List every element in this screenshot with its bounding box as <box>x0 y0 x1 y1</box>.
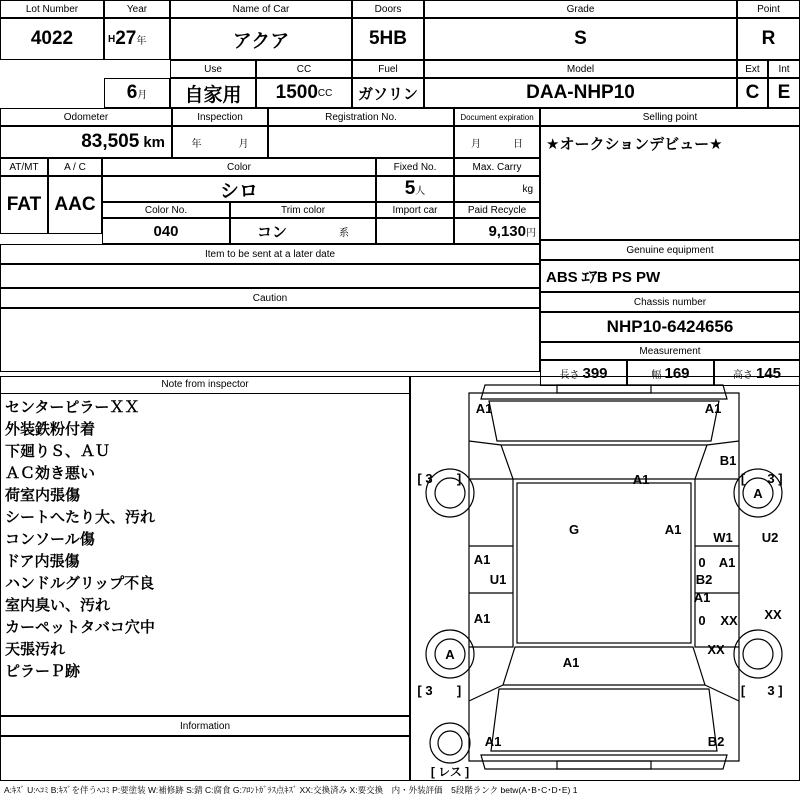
fixed-no-number: 5 <box>404 178 416 199</box>
vehicle-damage-diagram <box>410 376 800 781</box>
svg-text:XX: XX <box>720 613 738 628</box>
grade-label: Grade <box>424 0 737 18</box>
svg-text:A1: A1 <box>718 555 736 570</box>
svg-text:U1: U1 <box>489 572 507 587</box>
atmt-label: AT/MT <box>0 158 48 176</box>
odometer-value <box>0 126 172 158</box>
length-value: 399 <box>582 364 608 382</box>
legend-text: A:ｷｽﾞ U:ﾍｺﾐ B:ｷｽﾞを伴うﾍｺﾐ P:要塗装 W:補修跡 S:錆 C:腐食 G:ﾌﾛﾝﾄｶﾞﾗｽ点ｷｽﾞ XX:交換済み X:要交換 内・外装評価 5段階ランク betw(A･B･C･D･E) 1 <box>4 785 578 795</box>
name-of-car-label: Name of Car <box>170 0 352 18</box>
svg-text:A1: A1 <box>632 472 650 487</box>
fuel-label: Fuel <box>352 60 424 78</box>
point-value: R <box>737 18 800 60</box>
color-value: シロ <box>102 176 376 202</box>
inspection-value <box>172 126 268 158</box>
height-label: 高さ <box>732 369 753 381</box>
trim-color-unit: 系 <box>338 227 349 239</box>
chassis-value: NHP10-6424656 <box>540 312 800 342</box>
paid-recycle-number: 9,130 <box>488 222 526 240</box>
svg-text:0: 0 <box>698 555 706 570</box>
svg-text:A1: A1 <box>562 655 580 670</box>
point-label: Point <box>737 0 800 18</box>
year-number: 27 <box>115 28 137 49</box>
svg-text:B1: B1 <box>719 453 737 468</box>
ac-label: A / C <box>48 158 102 176</box>
registration-value <box>268 126 454 158</box>
note-line: カーペットタバコ穴中 <box>5 619 155 636</box>
color-no-label: Color No. <box>102 202 230 218</box>
year-value <box>104 18 170 60</box>
svg-text:G: G <box>568 522 580 537</box>
svg-text:A1: A1 <box>475 401 493 416</box>
note-from-inspector-panel <box>0 376 410 716</box>
height-value: 145 <box>755 364 782 382</box>
width-value: 169 <box>664 364 690 382</box>
document-expiration-label: Document expiration <box>454 108 540 126</box>
inspection-year-unit: 年 <box>191 138 202 150</box>
note-line: ハンドルグリップ不良 <box>5 575 155 592</box>
atmt-value: FAT <box>0 176 48 234</box>
svg-text:0: 0 <box>698 613 706 628</box>
use-value: 自家用 <box>170 78 256 108</box>
svg-text:XX: XX <box>764 607 782 622</box>
diagram-marks <box>411 377 799 780</box>
fixed-no-value <box>376 176 454 202</box>
paid-recycle-value <box>454 218 540 244</box>
name-of-car-value: アクア <box>170 18 352 60</box>
caution-label: Caution <box>0 288 540 308</box>
int-value: E <box>768 78 800 108</box>
doors-value: 5HB <box>352 18 424 60</box>
information-label: Information <box>0 716 410 736</box>
svg-text:[: [ <box>740 471 746 486</box>
cc-number: 1500 <box>275 82 318 103</box>
ext-value: C <box>737 78 768 108</box>
inspection-month-unit: 月 <box>238 138 249 150</box>
note-line: 外装鉄粉付着 <box>5 421 96 438</box>
selling-point-label: Selling point <box>540 108 800 126</box>
svg-text:A1: A1 <box>664 522 682 537</box>
month-unit: 月 <box>137 89 148 101</box>
year-unit: 年 <box>136 35 147 47</box>
svg-text:3 ]: 3 ] <box>767 683 783 698</box>
length-label: 長さ <box>559 369 580 381</box>
lot-number-value: 4022 <box>0 18 104 60</box>
note-line: 室内臭い、汚れ <box>5 597 111 614</box>
month-number: 6 <box>126 82 138 103</box>
paid-recycle-unit: 円 <box>526 227 536 239</box>
inspection-label: Inspection <box>172 108 268 126</box>
paid-recycle-label: Paid Recycle <box>454 202 540 218</box>
svg-text:A1: A1 <box>704 401 722 416</box>
svg-text:XX: XX <box>707 642 725 657</box>
fixed-no-label: Fixed No. <box>376 158 454 176</box>
import-car-value <box>376 218 454 244</box>
max-carry-unit: kg <box>522 183 533 195</box>
fixed-no-unit: 人 <box>415 185 426 197</box>
svg-text:]: ] <box>456 683 462 698</box>
trim-color-name: コン <box>256 223 287 241</box>
later-item-value <box>0 264 540 288</box>
cc-value <box>256 78 352 108</box>
caution-value <box>0 308 540 372</box>
svg-text:B2: B2 <box>707 734 725 749</box>
note-line: ドア内張傷 <box>5 553 80 570</box>
odometer-unit: km <box>143 133 165 151</box>
chassis-label: Chassis number <box>540 292 800 312</box>
svg-text:]: ] <box>456 471 462 486</box>
svg-text:A1: A1 <box>473 611 491 626</box>
svg-text:A: A <box>753 486 763 501</box>
fuel-value: ガソリン <box>352 78 424 108</box>
color-label: Color <box>102 158 376 176</box>
color-no-value: 040 <box>102 218 230 244</box>
doc-month-unit: 月 <box>471 138 481 150</box>
genuine-equipment-label: Genuine equipment <box>540 240 800 260</box>
odometer-number: 83,505 <box>81 131 140 152</box>
month-value <box>104 78 170 108</box>
svg-text:B2: B2 <box>695 572 713 587</box>
model-value: DAA-NHP10 <box>424 78 737 108</box>
doors-label: Doors <box>352 0 424 18</box>
document-expiration-value <box>454 126 540 158</box>
note-from-inspector-lines <box>1 394 409 683</box>
year-era: H <box>108 33 116 45</box>
later-item-label: Item to be sent at a later date <box>0 244 540 264</box>
ac-value: AAC <box>48 176 102 234</box>
note-line: ピラーＰ跡 <box>5 663 81 680</box>
note-line: 下廻りＳ、ＡＵ <box>5 443 111 460</box>
width-label: 幅 <box>651 369 662 381</box>
grade-value: S <box>424 18 737 60</box>
import-car-label: Import car <box>376 202 454 218</box>
cc-label: CC <box>256 60 352 78</box>
svg-text:[ レス ]: [ レス ] <box>430 765 470 779</box>
svg-text:3 ]: 3 ] <box>767 471 783 486</box>
note-line: 天張汚れ <box>5 641 66 658</box>
doc-day-unit: 日 <box>513 138 523 150</box>
trim-color-value <box>230 218 376 244</box>
note-line: コンソール傷 <box>5 531 95 548</box>
svg-text:A1: A1 <box>473 552 491 567</box>
max-carry-value <box>454 176 540 202</box>
int-label: Int <box>768 60 800 78</box>
svg-text:U2: U2 <box>761 530 779 545</box>
information-value <box>0 736 410 781</box>
svg-text:A1: A1 <box>484 734 502 749</box>
svg-text:[ 3: [ 3 <box>417 683 433 698</box>
note-line: 荷室内張傷 <box>5 487 81 504</box>
use-label: Use <box>170 60 256 78</box>
note-line: センターピラーＸＸ <box>5 399 140 416</box>
ext-label: Ext <box>737 60 768 78</box>
max-carry-label: Max. Carry <box>454 158 540 176</box>
odometer-label: Odometer <box>0 108 172 126</box>
selling-point-value: ★オークションデビュー★ <box>540 126 800 240</box>
legend-footer <box>0 781 800 800</box>
cc-unit: CC <box>317 87 333 99</box>
svg-text:W1: W1 <box>713 530 733 545</box>
genuine-equipment-value: ABS ｴｱB PS PW <box>540 260 800 292</box>
trim-color-label: Trim color <box>230 202 376 218</box>
measurement-label: Measurement <box>540 342 800 360</box>
note-from-inspector-title: Note from inspector <box>1 377 409 394</box>
lot-number-label: Lot Number <box>0 0 104 18</box>
year-label: Year <box>104 0 170 18</box>
model-label: Model <box>424 60 737 78</box>
note-line: シートへたり大、汚れ <box>5 509 156 526</box>
svg-text:A1: A1 <box>693 590 711 605</box>
note-line: ＡＣ効き悪い <box>5 465 96 482</box>
svg-text:[: [ <box>740 683 746 698</box>
registration-label: Registration No. <box>268 108 454 126</box>
svg-text:A: A <box>445 647 455 662</box>
svg-text:[ 3: [ 3 <box>417 471 433 486</box>
